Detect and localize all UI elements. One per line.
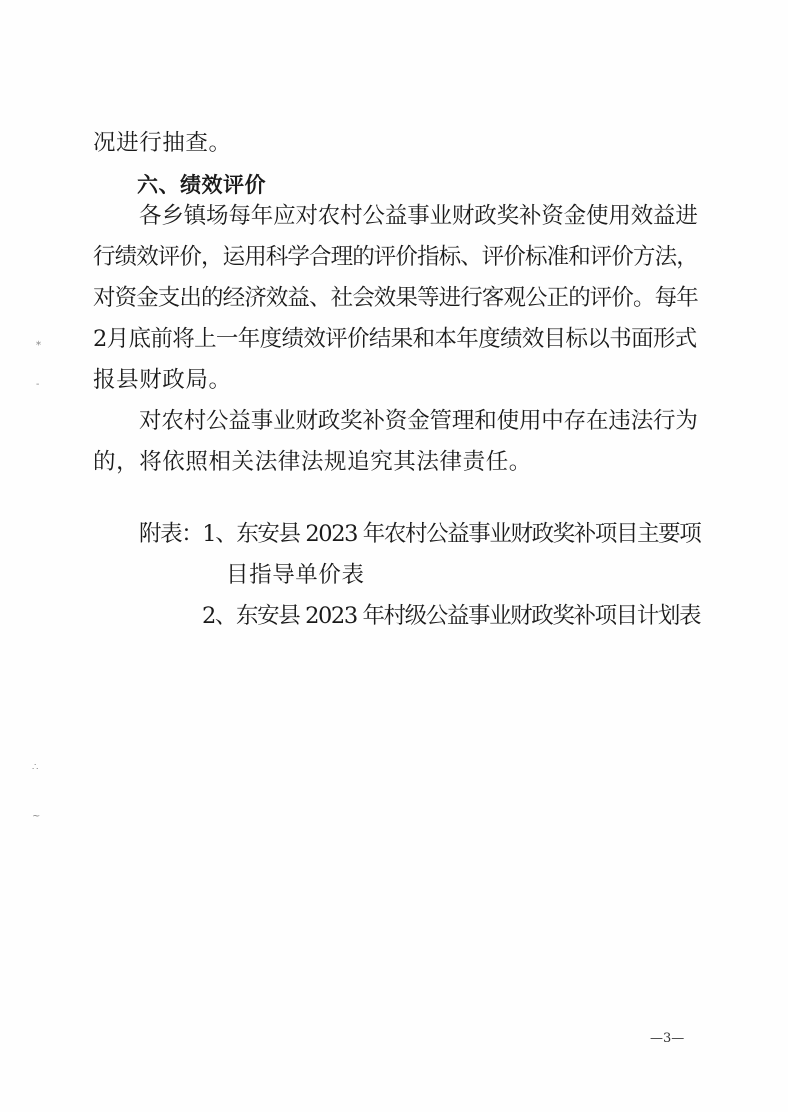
text-line: 报县财政局。 xyxy=(93,367,232,393)
text-line: 对资金支出的经济效益、社会效果等进行客观公正的评价。每年 xyxy=(93,285,698,311)
scan-artifact: ⁎ xyxy=(36,337,41,348)
section-heading: 六、绩效评价 xyxy=(137,173,266,197)
text-line: 行绩效评价，运用科学合理的评价指标、评价标准和评价方法， xyxy=(93,244,698,270)
attachment-line: 目指导单价表 xyxy=(226,562,365,588)
text-line: 各乡镇场每年应对农村公益事业财政奖补资金使用效益进 xyxy=(139,203,698,229)
text-line: 的，将依照相关法律法规追究其法律责任。 xyxy=(93,449,532,475)
scan-artifact: ‐ xyxy=(36,379,40,390)
scan-artifact: ∴ xyxy=(32,762,39,773)
attachment-line: 附表：1、东安县 2023 年农村公益事业财政奖补项目主要项 xyxy=(139,521,701,547)
text-line: 2月底前将上一年度绩效评价结果和本年度绩效目标以书面形式 xyxy=(93,326,697,352)
text-line: 对农村公益事业财政奖补资金管理和使用中存在违法行为 xyxy=(139,408,698,434)
attachment-line: 2、东安县 2023 年村级公益事业财政奖补项目计划表 xyxy=(202,603,701,629)
page-number: —3— xyxy=(650,1031,685,1046)
scan-artifact: ~ xyxy=(32,811,41,822)
text-line: 况进行抽查。 xyxy=(93,130,232,156)
